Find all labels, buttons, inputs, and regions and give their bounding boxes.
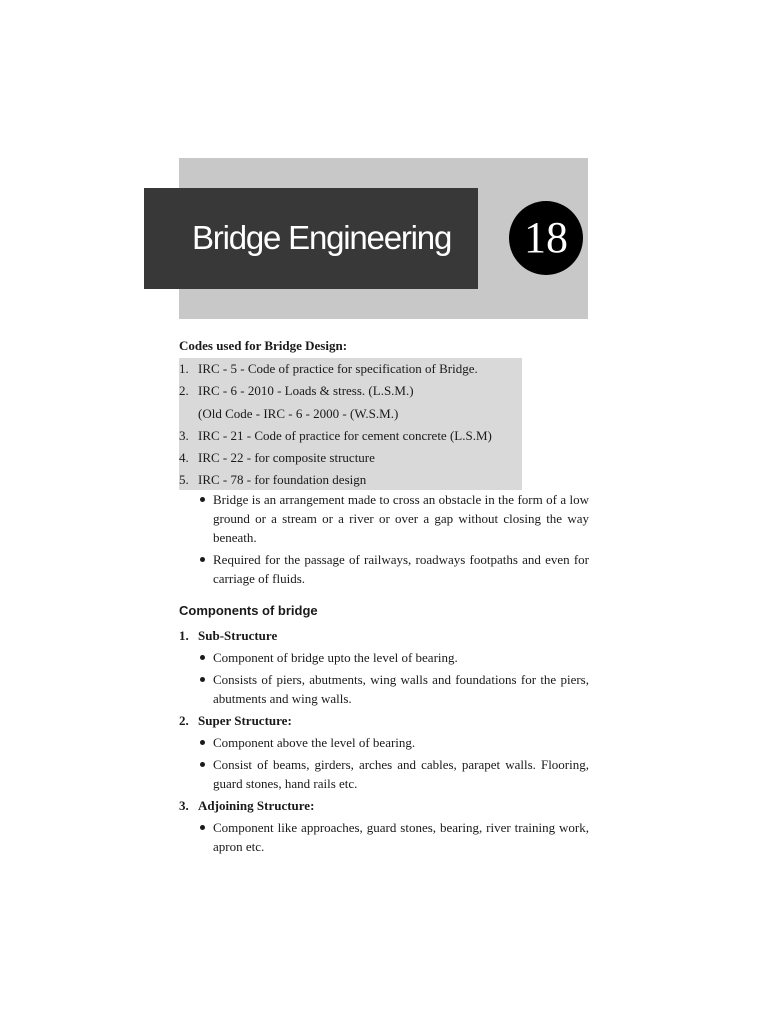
chapter-title-box bbox=[144, 188, 478, 289]
component-section-title bbox=[179, 796, 589, 815]
code-item-number: 5. bbox=[179, 472, 189, 488]
code-item bbox=[179, 381, 522, 400]
component-section-number: 1. bbox=[179, 628, 189, 644]
component-bullet: Component of bridge upto the level of bearing. bbox=[198, 648, 589, 667]
codes-heading: Codes used for Bridge Design: bbox=[179, 338, 348, 353]
code-item-number: 1. bbox=[179, 361, 189, 376]
intro-bullet: Bridge is an arrangement made to cross an obstacle in the form of a low ground or a stream or a river or over a gap without closing the way beneath. bbox=[198, 490, 589, 547]
component-bullet: Consist of beams, girders, arches and cables, parapet walls. Flooring, guard stones, hand rails etc. bbox=[198, 755, 589, 793]
code-item-number: 3. bbox=[179, 427, 189, 443]
code-item-text: IRC - 78 - for foundation design bbox=[198, 472, 367, 488]
code-item bbox=[179, 470, 522, 489]
page-content bbox=[179, 336, 589, 859]
component-section-label: Adjoining Structure: bbox=[198, 798, 315, 814]
code-item bbox=[179, 426, 522, 445]
code-item-text: (Old Code - IRC - 6 - 2000 - (W.S.M.) bbox=[198, 405, 399, 421]
component-section-number: 3. bbox=[179, 798, 189, 814]
chapter-number: 18 bbox=[524, 213, 568, 262]
code-item-number: 4. bbox=[179, 450, 189, 466]
intro-bullet: Required for the passage of railways, roadways footpaths and even for carriage of fluids. bbox=[198, 550, 589, 588]
components-heading: Components of bridge bbox=[179, 603, 318, 619]
intro-bullet-list bbox=[179, 490, 589, 588]
code-item-number bbox=[179, 404, 198, 423]
component-bullet-list bbox=[179, 818, 589, 856]
code-item-text: IRC - 22 - for composite structure bbox=[198, 450, 375, 466]
code-item bbox=[179, 448, 522, 467]
component-section-title bbox=[179, 711, 589, 730]
code-item-text: IRC - 6 - 2010 - Loads & stress. (L.S.M.) bbox=[198, 383, 414, 399]
code-item-continuation bbox=[179, 404, 522, 423]
chapter-number-badge bbox=[509, 201, 583, 275]
codes-list bbox=[179, 358, 522, 490]
component-section-label: Super Structure: bbox=[198, 713, 292, 729]
chapter-title: Bridge Engineering bbox=[192, 219, 452, 256]
component-bullet-list bbox=[179, 648, 589, 708]
component-bullet: Component above the level of bearing. bbox=[198, 733, 589, 752]
component-bullet: Component like approaches, guard stones, bearing, river training work, apron etc. bbox=[198, 818, 589, 856]
component-section-number: 2. bbox=[179, 713, 189, 729]
component-bullet-list bbox=[179, 733, 589, 793]
component-section-title bbox=[179, 626, 589, 645]
code-item-text: IRC - 5 - Code of practice for specification of Bridge. bbox=[198, 361, 478, 376]
code-item-number: 2. bbox=[179, 383, 189, 399]
code-item bbox=[179, 359, 522, 378]
component-section-label: Sub-Structure bbox=[198, 628, 278, 644]
component-bullet: Consists of piers, abutments, wing walls and foundations for the piers, abutments and wing walls. bbox=[198, 670, 589, 708]
code-item-text: IRC - 21 - Code of practice for cement concrete (L.S.M) bbox=[198, 427, 492, 443]
